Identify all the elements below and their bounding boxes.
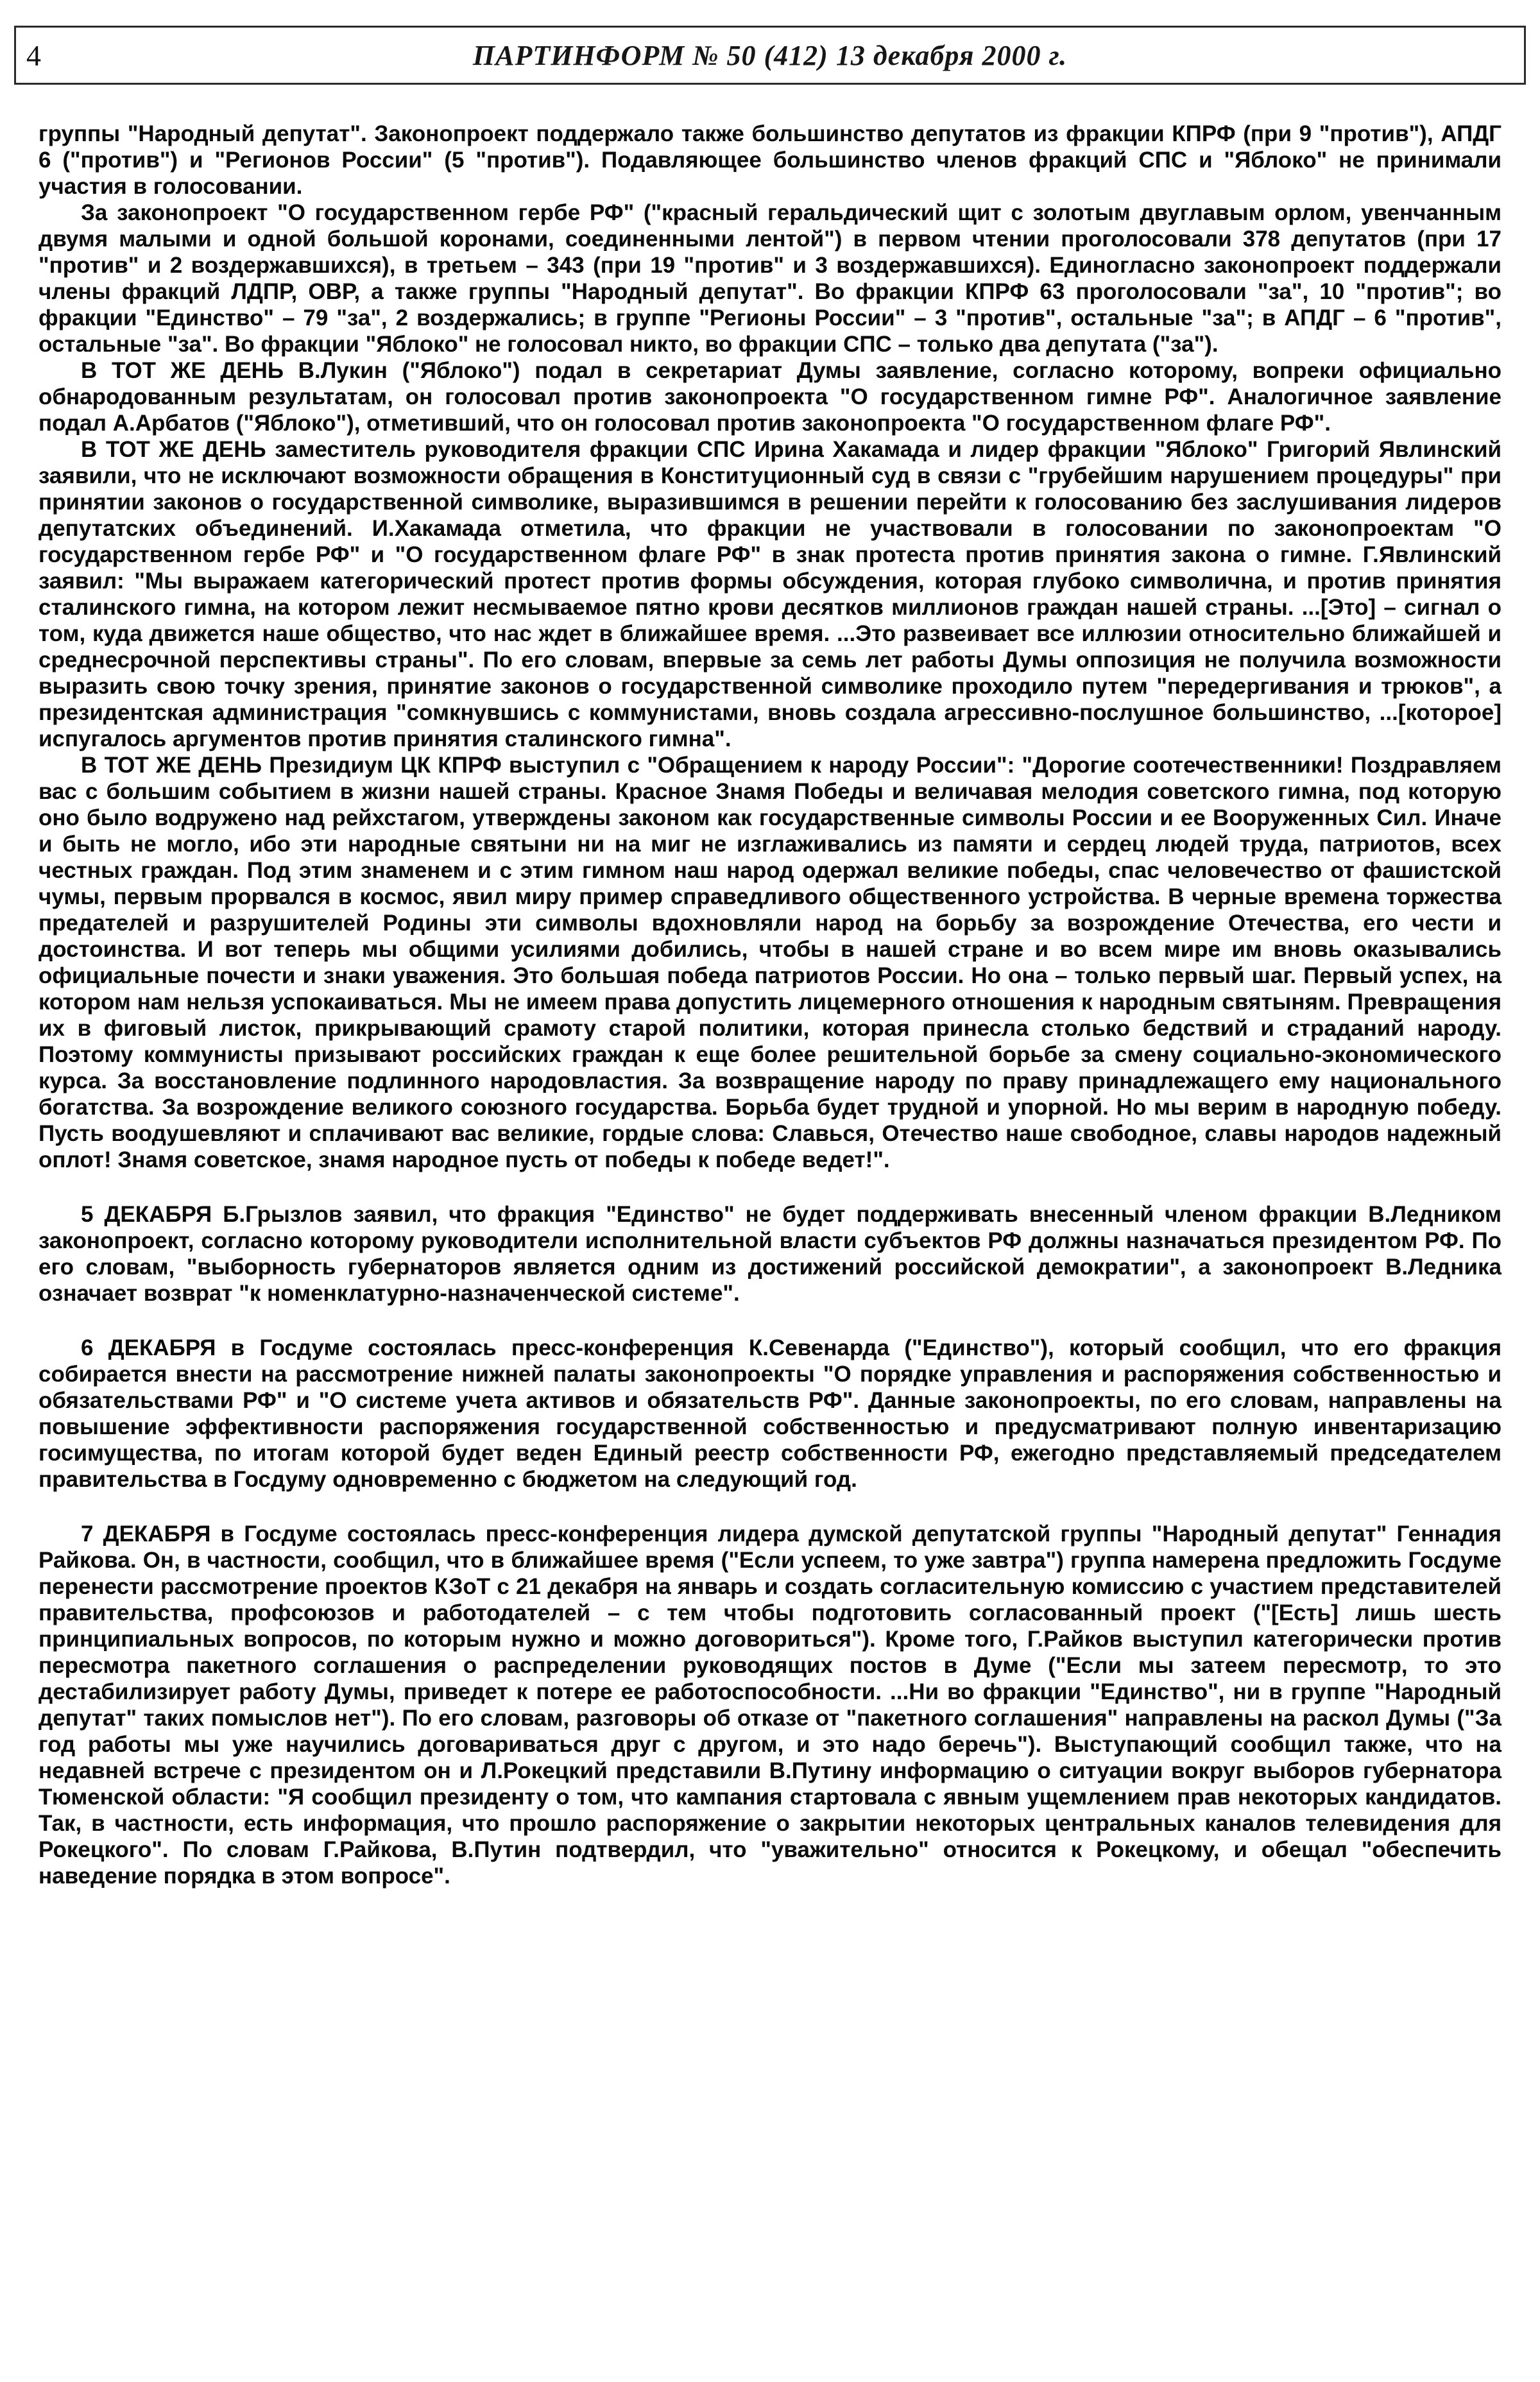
article-body (38, 121, 1502, 1889)
paragraph: группы "Народный депутат". Законопроект поддержало также большинство депутатов из фракции КПРФ (при 9 "против"), АПДГ 6 ("против") и "Регионов России" (5 "против"). Подавляющее большинство членов фракций СПС и "Яблоко" не принимали участия в голосовании. (38, 121, 1502, 199)
paragraph: В ТОТ ЖЕ ДЕНЬ заместитель руководителя фракции СПС Ирина Хакамада и лидер фракции "Яблоко" Григорий Явлинский заявили, что не исключают возможности обращения в Конституционный суд в связи с "грубейшим нарушением процедуры" при принятии законов о государственной символике, выразившимся в решении перейти к голосованию без заслушивания лидеров депутатских объединений. И.Хакамада отметила, что фракции не участвовали в голосовании по законопроектам "О государственном гербе РФ" и "О государственном флаге РФ" в знак протеста против принятия закона о гимне. Г.Явлинский заявил: "Мы выражаем категорический протест против формы обсуждения, которая глубоко символична, и против принятия сталинского гимна, на котором лежит несмываемое пятно крови десятков миллионов граждан нашей страны. ...[Это] – сигнал о том, куда движется наше общество, что нас ждет в ближайшее время. ...Это развеивает все иллюзии относительно ближайшей и среднесрочной перспективы страны". По его словам, впервые за семь лет работы Думы оппозиция не получила возможности выразить свою точку зрения, принятие законов о государственной символике проходило путем "передергивания и трюков", а президентская администрация "сомкнувшись с коммунистами, вновь создала агрессивно-послушное большинство, ...[которое] испугалось аргументов против принятия сталинского гимна". (38, 437, 1502, 751)
paragraph: 7 ДЕКАБРЯ в Госдуме состоялась пресс-конференция лидера думской депутатской группы "Народный депутат" Геннадия Райкова. Он, в частности, сообщил, что в ближайшее время ("Если успеем, то уже завтра") группа намерена предложить Госдуме перенести рассмотрение проектов КЗоТ с 21 декабря на январь и создать согласительную комиссию с участием представителей правительства, профсоюзов и работодателей – с тем чтобы подготовить согласованный проект ("[Есть] лишь шесть принципиальных вопросов, по которым нужно и можно договориться"). Кроме того, Г.Райков выступил категорически против пересмотра пакетного соглашения о распределении руководящих постов в Думе ("Если мы затеем пересмотр, то это дестабилизирует работу Думы, приведет к потере ее работоспособности. ...Ни во фракции "Единство", ни в группе "Народный депутат" таких помыслов нет"). По его словам, разговоры об отказе от "пакетного соглашения" направлены на раскол Думы ("За год работы мы уже научились договариваться друг с другом, и это надо беречь"). Выступающий сообщил также, что на недавней встрече с президентом он и Л.Рокецкий представили В.Путину информацию о ситуации вокруг выборов губернатора Тюменской области: "Я сообщил президенту о том, что кампания стартовала с явным ущемлением прав некоторых кандидатов. Так, в частности, есть информация, что прошло распоряжение о закрытии некоторых центральных каналов телевидения для Рокецкого". По словам Г.Райкова, В.Путин подтвердил, что "уважительно" относится к Рокецкому, и обещал "обеспечить наведение порядка в этом вопросе". (38, 1521, 1502, 1889)
page-header (14, 26, 1526, 85)
newsletter-title: ПАРТИНФОРМ № 50 (412) 13 декабря 2000 г. (472, 39, 1068, 71)
paragraph: 6 ДЕКАБРЯ в Госдуме состоялась пресс-конференция К.Севенарда ("Единство"), который сообщил, что его фракция собирается внести на рассмотрение нижней палаты законопроекты "О порядке управления и распоряжения собственностью и обязательствами РФ" и "О системе учета активов и обязательств РФ". Данные законопроекты, по его словам, направлены на повышение эффективности распоряжения государственной собственностью и предусматривают полную инвентаризацию госимущества, по итогам которой будет веден Единый реестр собственности РФ, ежегодно представляемый председателем правительства в Госдуму одновременно с бюджетом на следующий год. (38, 1335, 1502, 1492)
page-number: 4 (26, 39, 41, 72)
paragraph: За законопроект "О государственном гербе РФ" ("красный геральдический щит с золотым двуглавым орлом, увенчанным двумя малыми и одной большой коронами, соединенными лентой") в первом чтении проголосовали 378 депутатов (при 17 "против" и 2 воздержавшихся), в третьем – 343 (при 19 "против" и 3 воздержавшихся). Единогласно законопроект поддержали члены фракций ЛДПР, ОВР, а также группы "Народный депутат". Во фракции КПРФ 63 проголосовали "за", 10 "против"; во фракции "Единство" – 79 "за", 2 воздержались; в группе "Регионы России" – 3 "против", остальные "за"; в АПДГ – 6 "против", остальные "за". Во фракции "Яблоко" не голосовал никто, во фракции СПС – только два депутата ("за"). (38, 200, 1502, 357)
paragraph: В ТОТ ЖЕ ДЕНЬ Президиум ЦК КПРФ выступил с "Обращением к народу России": "Дорогие соотечественники! Поздравляем вас с большим событием в жизни нашей страны. Красное Знамя Победы и величавая мелодия советского гимна, под которую оно было водружено над рейхстагом, утверждены законом как государственные символы России и ее Вооруженных Сил. Иначе и быть не могло, ибо эти народные святыни ни на миг не изглаживались из памяти и сердец людей труда, патриотов, всех честных граждан. Под этим знаменем и с этим гимном наш народ одержал великие победы, спас человечество от фашистской чумы, первым прорвался в космос, явил миру пример справедливого общественного устройства. В черные времена торжества предателей и разрушителей Родины эти символы вдохновляли народ на борьбу за возрождение Отечества, его чести и достоинства. И вот теперь мы общими усилиями добились, чтобы в нашей стране и во всем мире им вновь оказывались официальные почести и знаки уважения. Это большая победа патриотов России. Но она – только первый шаг. Первый успех, на котором нам нельзя успокаиваться. Мы не имеем права допустить лицемерного отношения к народным святыням. Превращения их в фиговый листок, прикрывающий срамоту старой политики, которая принесла столько бедствий и страданий народу. Поэтому коммунисты призывают российских граждан к еще более решительной борьбе за смену социально-экономического курса. За восстановление подлинного народовластия. За возвращение народу по праву принадлежащего ему национального богатства. За возрождение великого союзного государства. Борьба будет трудной и упорной. Но мы верим в народную победу. Пусть воодушевляют и сплачивают вас великие, гордые слова: Славься, Отечество наше свободное, славы народов надежный оплот! Знамя советское, знамя народное пусть от победы к победе ведет!". (38, 753, 1502, 1172)
paragraph: В ТОТ ЖЕ ДЕНЬ В.Лукин ("Яблоко") подал в секретариат Думы заявление, согласно которому, вопреки официально обнародованным результатам, он голосовал против законопроекта "О государственном гимне РФ". Аналогичное заявление подал А.Арбатов ("Яблоко"), отметивший, что он голосовал против законопроекта "О государственном флаге РФ". (38, 358, 1502, 436)
paragraph: 5 ДЕКАБРЯ Б.Грызлов заявил, что фракция "Единство" не будет поддерживать внесенный членом фракции В.Ледником законопроект, согласно которому руководители исполнительной власти субъектов РФ должны назначаться президентом РФ. По его словам, "выборность губернаторов является одним из достижений российской демократии", а законопроект В.Ледника означает возврат "к номенклатурно-назначенческой системе". (38, 1202, 1502, 1306)
